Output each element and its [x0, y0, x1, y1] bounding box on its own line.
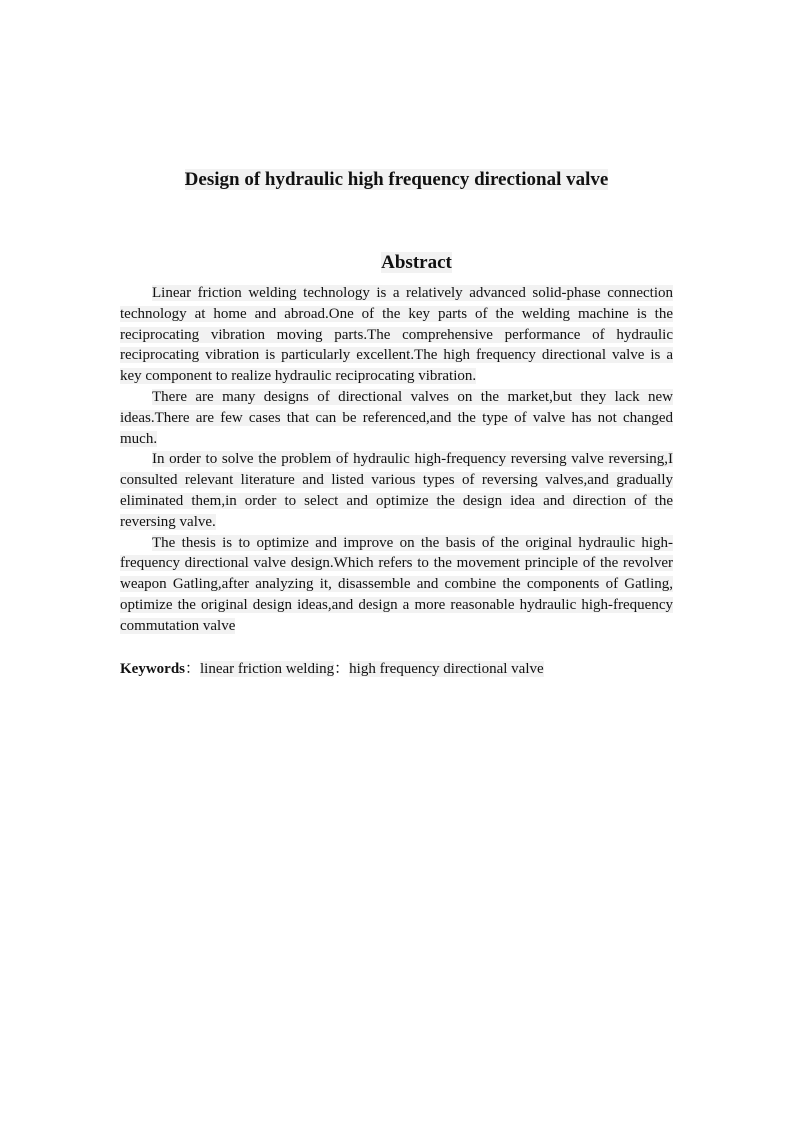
keywords-line	[120, 659, 673, 680]
keywords-label: Keywords	[120, 661, 185, 677]
keyword-item: high frequency directional valve	[349, 661, 544, 677]
abstract-paragraph	[120, 283, 673, 387]
abstract-paragraph	[120, 387, 673, 449]
abstract-paragraph	[120, 533, 673, 637]
abstract-paragraph-text: In order to solve the problem of hydraulic high-frequency reversing valve reversing,I consulted relevant literature and listed various types of reversing valves,and gradually eliminated them,in order to select and optimize the design idea and direction of the reversing valve.	[120, 451, 673, 530]
keyword-item: linear friction welding	[200, 661, 335, 677]
abstract-paragraph	[120, 449, 673, 532]
thesis-title-text: Design of hydraulic high frequency directional valve	[184, 169, 609, 190]
keywords-separator: ：	[185, 661, 201, 677]
abstract-paragraph-text: The thesis is to optimize and improve on the basis of the original hydraulic high-frequency directional valve design.Which refers to the movement principle of the revolver weapon Gatling,after analyzing it, disassemble and combine the components of Gatling, optimize the original design ideas,and design a more reasonable hydraulic high-frequency commutation valve	[120, 534, 673, 634]
thesis-title	[120, 168, 673, 192]
abstract-heading-text: Abstract	[381, 252, 452, 273]
abstract-heading	[160, 251, 673, 275]
abstract-paragraph-text: Linear friction welding technology is a relatively advanced solid-phase connection technology at home and abroad.One of the key parts of the welding machine is the reciprocating vibration moving parts.The comprehensive performance of hydraulic reciprocating vibration is particularly excellent.The high frequency directional valve is a key component to realize hydraulic reciprocating vibration.	[120, 285, 673, 385]
keywords-separator: ：	[334, 661, 350, 677]
abstract-paragraph-text: There are many designs of directional valves on the market,but they lack new ideas.There are few cases that can be referenced,and the type of valve has not changed much.	[120, 388, 673, 447]
abstract-body	[120, 283, 673, 637]
